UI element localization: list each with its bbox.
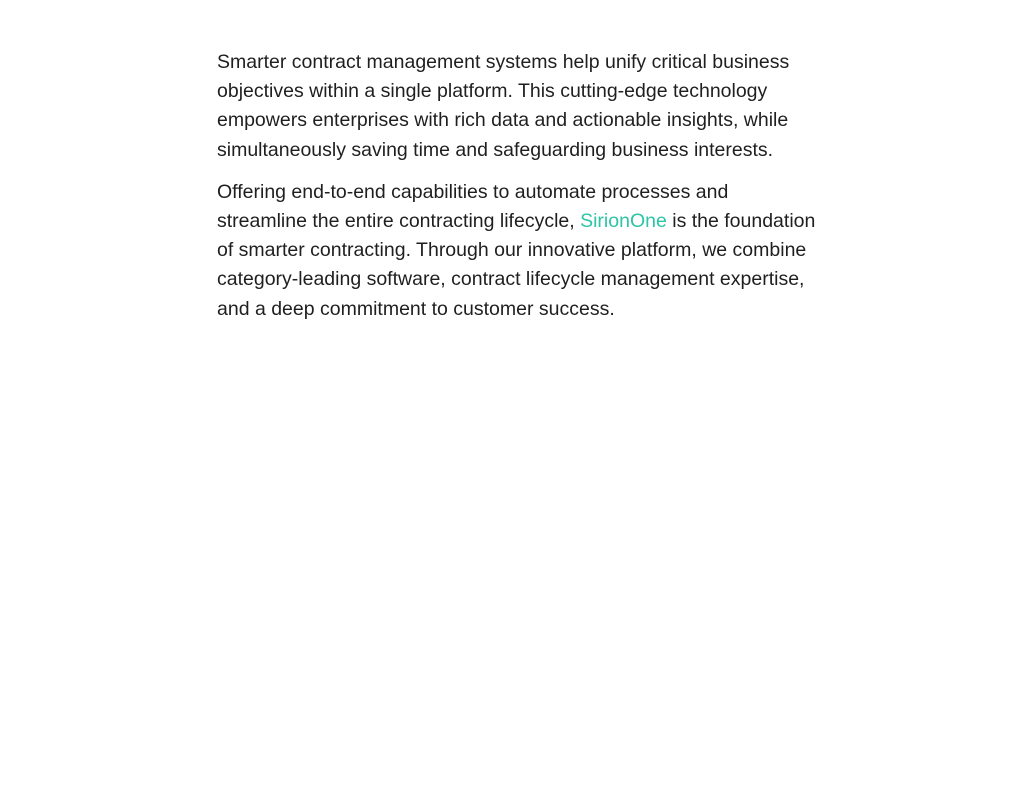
intro-paragraph-text: Smarter contract management systems help unify critical business objectives within a single platform. This cutting-edge technology empowers enterprises with rich data and actionable insights, while simultaneously saving time and safeguarding business interests. bbox=[217, 51, 790, 161]
capabilities-paragraph bbox=[217, 178, 817, 324]
capabilities-text-before-link: Offering end-to-end capabilities to automate processes and streamline the entire contracting lifecycle, bbox=[217, 180, 729, 233]
intro-paragraph bbox=[217, 48, 817, 165]
capabilities-text-after-link: is the foundation of smarter contracting. Through our innovative platform, we combine category-leading software, contract lifecycle management expertise, and a deep commitment to customer success. bbox=[217, 210, 816, 320]
article-body bbox=[217, 48, 817, 337]
sirionone-link[interactable]: SirionOne bbox=[580, 210, 667, 233]
